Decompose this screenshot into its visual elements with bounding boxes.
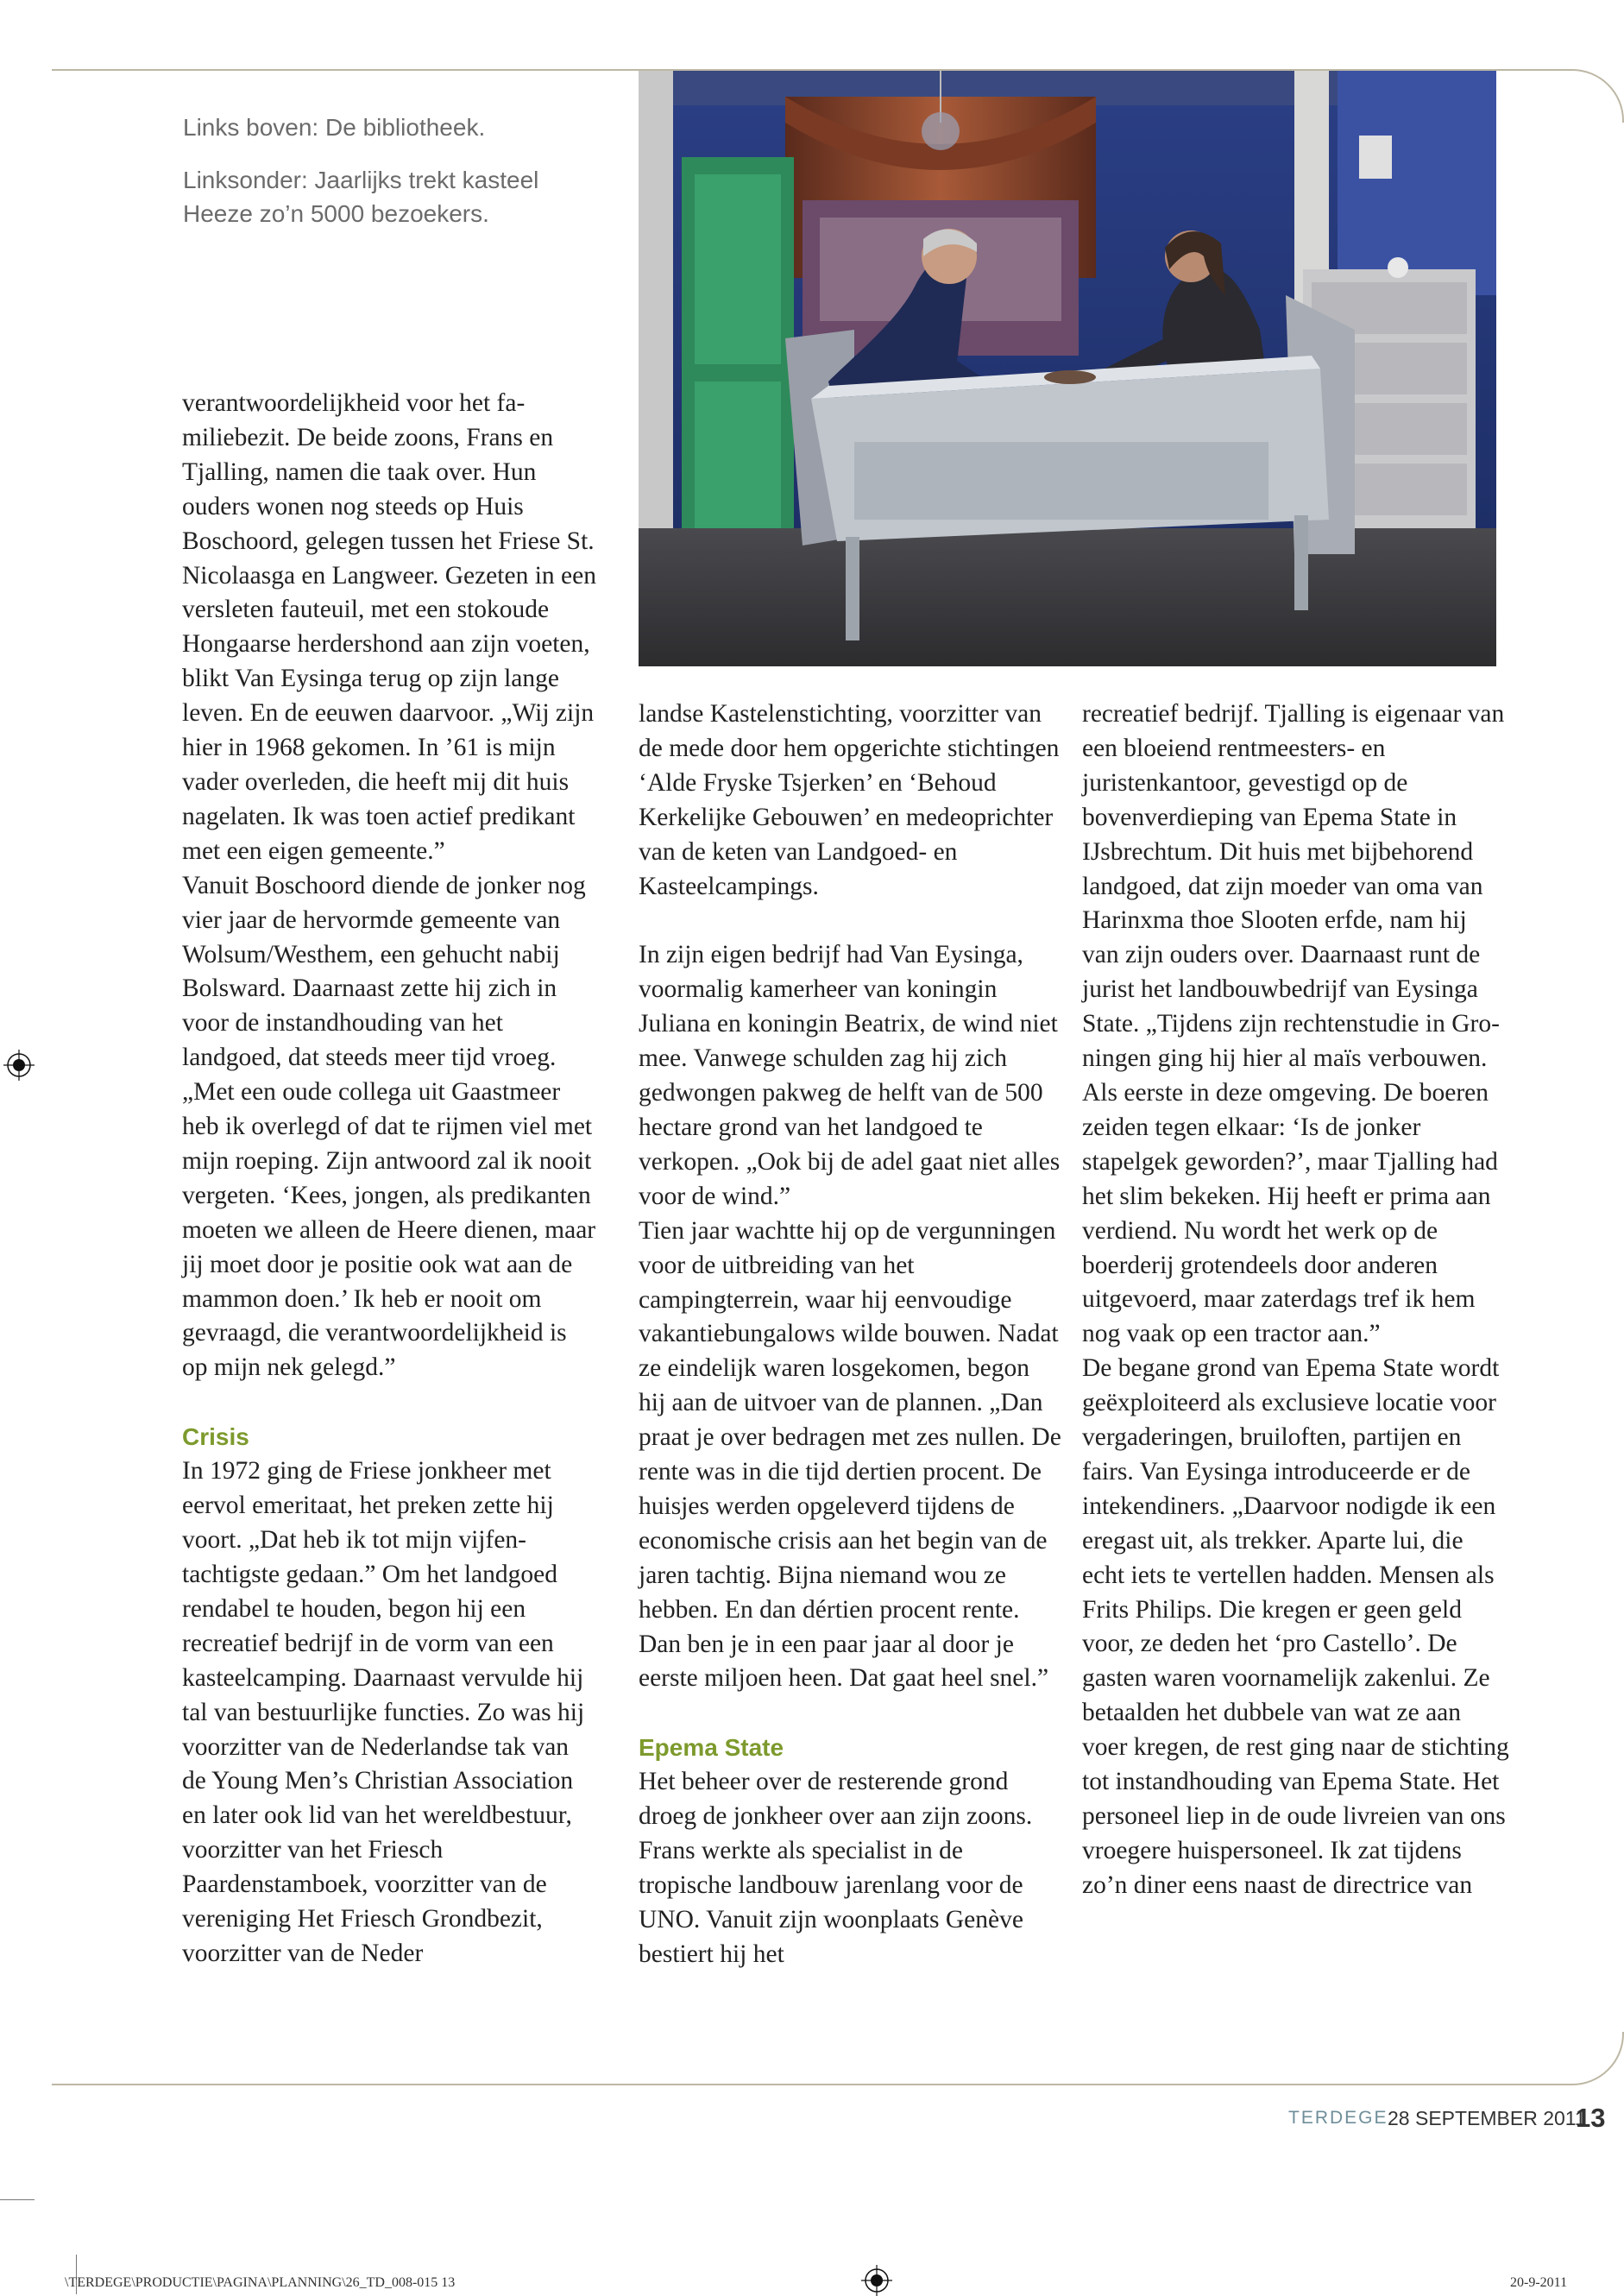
paragraph: De begane grond van Epema State wordt geëxploiteerd als exclusieve locatie voor vergaderingen, bruiloften, partijen en fairs. Van Eysinga introduceerde er de intekendiners. „Daarvoor nodigde ik een eregast uit, als trekker. Aparte lui, die echt iets te vertellen hadden. Mensen als Frits Philips. Die kregen er geen geld voor, ze deden het ‘pro Castello’. De gasten waren voornamelijk zakenlui. Ze betaalden het dubbele van wat ze aan voer kregen, de rest ging naar de stichting tot instandhouding van Epema State. Het personeel liep in de oude livreien van ons vroegere huispersoneel. Ik zat tijdens zo’n diner eens naast de directrice van [1082, 1354, 1509, 1899]
paragraph: Het beheer over de resterende grond droeg de jonkheer over aan zijn zoons. Frans werkte als specialist in de tropische landbouw jarenlang voor de UNO. Vanuit zijn woonplaats Genève bestiert hij het [639, 1768, 1033, 1968]
article-column-3 [1082, 697, 1509, 1903]
article-column-1 [182, 387, 596, 1971]
paragraph: verantwoordelijkheid voor het familiebezit. De beide zoons, Frans en Tjalling, namen die taak over. Hun ouders wonen nog steeds op Huis Boschoord, gelegen tussen het Friese St. Nicolaasga en Langweer. Gezeten in een versleten fauteuil, met een stokoude Hongaarse herdershond aan zijn voeten, blikt Van Eysinga terug op zijn lange leven. En de eeuwen daarvoor. „Wij zijn hier in 1968 gekomen. In ’61 is mijn vader overleden, die heeft mij dit huis nagelaten. Ik was toen actief predikant met een eigen gemeente.” [182, 389, 596, 865]
photo-two-people-at-table [639, 71, 1496, 666]
registration-mark-icon [861, 2265, 892, 2296]
crop-mark [0, 2199, 35, 2200]
page-number: 13 [1576, 2103, 1606, 2133]
issue-date: 28 SEPTEMBER 2011 [1388, 2107, 1586, 2129]
caption-bottom: Linksonder: Jaarlijks trekt kasteel Heeze zo’n 5000 bezoekers. [183, 167, 539, 227]
paragraph-gap [639, 904, 1061, 938]
paragraph: recreatief bedrijf. Tjalling is eigenaar van een bloeiend rentmeesters- en juristenkantoor, gevestigd op de bovenverdieping van Epema State in IJsbrechtum. Dit huis met bijbehorend landgoed, dat zijn moeder van oma van Harinxma thoe Slooten erfde, nam hij van zijn ouders over. Daarnaast runt de jurist het landbouwbedrijf van Eysinga State. „Tijdens zijn rechtenstudie in Groningen ging hij hier al maïs verbouwen. Als eerste in deze omgeving. De boeren zeiden tegen elkaar: ‘Is de jonker stapelgek geworden?’, maar Tjalling had het slim bekeken. Hij heeft er prima aan verdiend. Nu wordt het werk op de boerderij grotendeels door anderen uitgevoerd, maar zaterdags tref ik hem nog vaak op een tractor aan.” [1082, 700, 1505, 1348]
section-heading-epema-state: Epema State [639, 1734, 784, 1762]
bottom-rule [52, 2084, 1536, 2085]
article-column-2 [639, 697, 1061, 1972]
paragraph: landse Kastelenstichting, voorzitter van de mede door hem opgerichte stichtingen ‘Alde Fryske Tsjerken’ en ‘Behoud Kerkelijke Gebouwen’ en medeoprichter van de keten van Landgoed- en Kasteelcampings. [639, 700, 1060, 900]
paragraph: Vanuit Boschoord diende de jonker nog vier jaar de hervormde gemeente van Wolsum/Westhem, een gehucht nabij Bolsward. Daarnaast zette hij zich in voor de instandhouding van het landgoed, dat steeds meer tijd vroeg. „Met een oude collega uit Gaastmeer heb ik overlegd of dat te rijmen viel met mijn roeping. Zijn antwoord zal ik nooit vergeten. ‘Kees, jongen, als predikanten moeten we alleen de Heere dienen, maar jij moet door je positie ook wat aan de mammon doen.’ Ik heb er nooit om gevraagd, die verantwoordelijkheid is op mijn nek gelegd.” [182, 871, 596, 1382]
registration-mark-icon [3, 1050, 35, 1081]
paragraph-gap [639, 1696, 1061, 1731]
paragraph: Tien jaar wachtte hij op de vergunningen voor de uitbreiding van het campingterrein, waar hij eenvoudige vakantiebungalows wilde bouwen. Nadat ze eindelijk waren losgekomen, begon hij aan de uitvoer van de plannen. „Dan praat je over bedragen met zes nullen. De rente was in die tijd dertien procent. De huisjes werden opgeleverd tijdens de economische crisis aan het begin van de jaren tachtig. Bijna niemand wou ze hebben. En dan dértien procent rente. Dan ben je in een paar jaar al door je eerste miljoen heen. Dat gaat heel snel.” [639, 1216, 1061, 1693]
print-slug-date: 20-9-2011 [1510, 2275, 1568, 2290]
page-footer [1208, 2103, 1606, 2137]
top-rule-curve [1519, 69, 1624, 123]
paragraph-gap [182, 1385, 596, 1420]
caption-top: Links boven: De bibliotheek. [183, 114, 486, 141]
section-heading-crisis: Crisis [182, 1423, 249, 1451]
print-slug-path: \TERDEGE\PRODUCTIE\PAGINA\PLANNING\26_TD_008-015 13 [65, 2275, 456, 2290]
photo-captions [183, 110, 614, 249]
magazine-name: TERDEGE [1288, 2108, 1388, 2128]
paragraph: In 1972 ging de Friese jonkheer met eervol emeritaat, het preken zette hij voort. „Dat heb ik tot mijn vijfentachtigste gedaan.” Om het landgoed rendabel te houden, begon hij een recreatief bedrijf in de vorm van een kasteelcamping. Daarnaast vervulde hij tal van bestuurlijke functies. Zo was hij voorzitter van de Nederlandse tak van de Young Men’s Christian Association en later ook lid van het wereldbestuur, voorzitter van het Friesch Paardenstamboek, voorzitter van de vereniging Het Friesch Grondbezit, voorzitter van de Neder [182, 1457, 585, 1967]
bottom-rule-curve [1519, 2032, 1624, 2085]
paragraph: In zijn eigen bedrijf had Van Eysinga, voormalig kamerheer van koningin Juliana en koningin Beatrix, de wind niet mee. Vanwege schulden zag hij zich gedwongen pakweg de helft van de 500 hectare grond van het landgoed te verkopen. „Ook bij de adel gaat niet alles voor de wind.” [639, 941, 1061, 1210]
article-photo [639, 71, 1496, 666]
